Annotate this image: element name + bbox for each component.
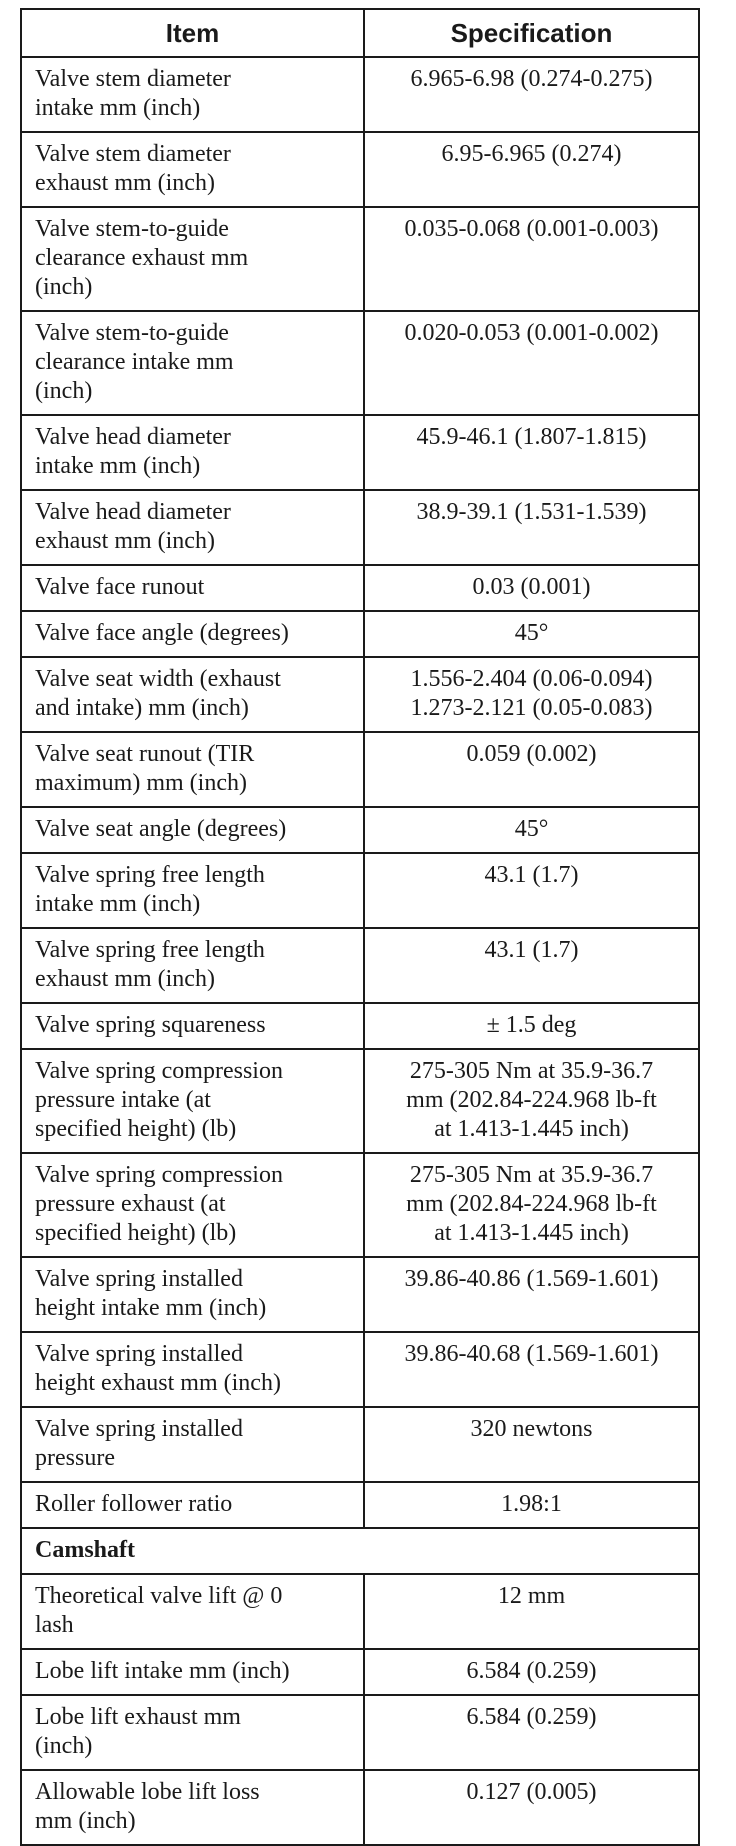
item-cell: [21, 1770, 364, 1845]
specification-text-line: 1.98:1: [501, 1491, 562, 1517]
specification-text-line: 0.03 (0.001): [472, 574, 591, 600]
table-row: [21, 1003, 699, 1049]
item-cell: [21, 928, 364, 1003]
table-row: [21, 311, 699, 415]
table-row: [21, 853, 699, 928]
item-text-line: pressure exhaust (at: [35, 1191, 226, 1217]
table-row: [21, 807, 699, 853]
specification-text-line: 12 mm: [497, 1583, 566, 1609]
table-row: [21, 415, 699, 490]
table-row: [21, 490, 699, 565]
item-cell: [21, 1482, 364, 1528]
item-text-line: Valve seat angle (degrees): [35, 816, 287, 842]
item-text-line: Valve spring installed: [35, 1266, 243, 1292]
item-cell: [21, 565, 364, 611]
specification-cell: [364, 132, 699, 207]
table-row: [21, 1770, 699, 1845]
table-row: [21, 565, 699, 611]
specification-cell: [364, 415, 699, 490]
specification-text-line: mm (202.84-224.968 lb-ft: [406, 1087, 657, 1113]
specification-text-line: 6.584 (0.259): [466, 1704, 597, 1730]
table-row: [21, 928, 699, 1003]
specification-text-line: 275-305 Nm at 35.9-36.7: [409, 1162, 654, 1188]
item-cell: [21, 1003, 364, 1049]
specification-text-line: 320 newtons: [470, 1416, 593, 1442]
item-cell: [21, 490, 364, 565]
specification-cell: [364, 611, 699, 657]
table-row: [21, 207, 699, 311]
item-cell: [21, 1257, 364, 1332]
item-text-line: Valve spring free length: [35, 937, 265, 963]
specification-cell: [364, 657, 699, 732]
item-text-line: intake mm (inch): [35, 891, 201, 917]
item-text-line: pressure intake (at: [35, 1087, 211, 1113]
specification-text-line: 1.273-2.121 (0.05-0.083): [410, 695, 653, 721]
specification-text-line: at 1.413-1.445 inch): [434, 1220, 629, 1246]
item-text-line: Allowable lobe lift loss: [35, 1779, 260, 1805]
item-text-line: pressure: [35, 1445, 115, 1471]
item-text-line: clearance exhaust mm: [35, 245, 249, 271]
specification-text-line: 45°: [514, 620, 549, 646]
specification-text-line: 6.95-6.965 (0.274): [441, 141, 622, 167]
item-text-line: intake mm (inch): [35, 95, 201, 121]
specification-text-line: 43.1 (1.7): [484, 862, 579, 888]
specification-cell: [364, 311, 699, 415]
specification-cell: [364, 1770, 699, 1845]
specification-cell: [364, 1574, 699, 1649]
item-text-line: (inch): [35, 274, 93, 300]
specification-cell: [364, 57, 699, 132]
item-text-line: height exhaust mm (inch): [35, 1370, 281, 1396]
item-text-line: Valve stem diameter: [35, 141, 231, 167]
specification-cell: [364, 490, 699, 565]
item-text-line: Valve head diameter: [35, 499, 231, 525]
item-text-line: clearance intake mm: [35, 349, 234, 375]
specification-text-line: 1.556-2.404 (0.06-0.094): [410, 666, 653, 692]
specification-cell: [364, 207, 699, 311]
table-row: [21, 1257, 699, 1332]
item-text-line: Valve spring installed: [35, 1341, 243, 1367]
item-text-line: (inch): [35, 378, 93, 404]
column-header-specification: Specification: [364, 9, 699, 57]
table-row: [21, 132, 699, 207]
item-text-line: lash: [35, 1612, 74, 1638]
specification-text-line: 0.059 (0.002): [466, 741, 597, 767]
specification-cell: [364, 732, 699, 807]
item-text-line: Valve stem-to-guide: [35, 216, 229, 242]
item-cell: [21, 732, 364, 807]
item-cell: [21, 1153, 364, 1257]
table-row: [21, 657, 699, 732]
specification-text-line: 0.127 (0.005): [466, 1779, 597, 1805]
item-text-line: Valve head diameter: [35, 424, 231, 450]
specification-cell: [364, 853, 699, 928]
item-cell: [21, 207, 364, 311]
item-cell: [21, 1695, 364, 1770]
table-row: [21, 1574, 699, 1649]
specification-cell: [364, 1257, 699, 1332]
table-body: [21, 57, 699, 1845]
specification-text-line: 39.86-40.68 (1.569-1.601): [404, 1341, 659, 1367]
specification-text-line: 275-305 Nm at 35.9-36.7: [409, 1058, 654, 1084]
item-cell: [21, 132, 364, 207]
specification-text-line: 43.1 (1.7): [484, 937, 579, 963]
specification-text-line: 6.965-6.98 (0.274-0.275): [410, 66, 653, 92]
specification-cell: [364, 807, 699, 853]
table-row: [21, 732, 699, 807]
item-text-line: exhaust mm (inch): [35, 528, 215, 554]
item-text-line: height intake mm (inch): [35, 1295, 267, 1321]
specification-cell: [364, 1003, 699, 1049]
table-row: [21, 57, 699, 132]
table-row: [21, 1332, 699, 1407]
item-text-line: Valve seat width (exhaust: [35, 666, 281, 692]
item-cell: [21, 57, 364, 132]
specification-cell: [364, 1332, 699, 1407]
item-text-line: Lobe lift intake mm (inch): [35, 1658, 290, 1684]
table-row: [21, 1049, 699, 1153]
specification-cell: [364, 1153, 699, 1257]
table-row: [21, 1407, 699, 1482]
specification-table: [20, 8, 700, 1846]
item-text-line: Valve face angle (degrees): [35, 620, 289, 646]
item-text-line: and intake) mm (inch): [35, 695, 249, 721]
table-row: [21, 1153, 699, 1257]
item-text-line: Valve stem diameter: [35, 66, 231, 92]
item-cell: [21, 611, 364, 657]
item-cell: [21, 1649, 364, 1695]
table-row: [21, 611, 699, 657]
item-cell: [21, 807, 364, 853]
specification-cell: [364, 928, 699, 1003]
item-text-line: Valve seat runout (TIR: [35, 741, 255, 767]
specification-cell: [364, 1649, 699, 1695]
item-text-line: exhaust mm (inch): [35, 170, 215, 196]
item-cell: [21, 657, 364, 732]
item-cell: [21, 1407, 364, 1482]
item-text-line: Valve spring squareness: [35, 1012, 266, 1038]
item-cell: [21, 1574, 364, 1649]
column-header-item: Item: [21, 9, 364, 57]
item-text-line: mm (inch): [35, 1808, 136, 1834]
item-cell: [21, 311, 364, 415]
item-text-line: Valve spring compression: [35, 1058, 283, 1084]
item-text-line: Valve spring compression: [35, 1162, 283, 1188]
section-row: [21, 1528, 699, 1574]
item-text-line: intake mm (inch): [35, 453, 201, 479]
item-cell: [21, 415, 364, 490]
item-text-line: Roller follower ratio: [35, 1491, 233, 1517]
item-text-line: Valve spring installed: [35, 1416, 243, 1442]
table-row: [21, 1695, 699, 1770]
specification-cell: [364, 1049, 699, 1153]
item-cell: [21, 853, 364, 928]
specification-text-line: 39.86-40.86 (1.569-1.601): [404, 1266, 659, 1292]
item-text-line: Valve face runout: [35, 574, 205, 600]
header-row: [21, 9, 699, 57]
item-text-line: Valve stem-to-guide: [35, 320, 229, 346]
item-cell: [21, 1049, 364, 1153]
specification-text-line: 6.584 (0.259): [466, 1658, 597, 1684]
specification-text-line: mm (202.84-224.968 lb-ft: [406, 1191, 657, 1217]
specification-text-line: 45°: [514, 816, 549, 842]
item-text-line: specified height) (lb): [35, 1116, 237, 1142]
specification-cell: [364, 1695, 699, 1770]
specification-text-line: ± 1.5 deg: [486, 1012, 577, 1038]
section-heading: Camshaft: [21, 1528, 699, 1574]
specification-cell: [364, 1482, 699, 1528]
table-row: [21, 1482, 699, 1528]
item-text-line: specified height) (lb): [35, 1220, 237, 1246]
item-cell: [21, 1332, 364, 1407]
item-text-line: Lobe lift exhaust mm: [35, 1704, 241, 1730]
item-text-line: Theoretical valve lift @ 0: [35, 1583, 283, 1609]
table-row: [21, 1649, 699, 1695]
specification-text-line: 38.9-39.1 (1.531-1.539): [416, 499, 647, 525]
item-text-line: (inch): [35, 1733, 93, 1759]
specification-cell: [364, 565, 699, 611]
item-text-line: exhaust mm (inch): [35, 966, 215, 992]
specification-text-line: 45.9-46.1 (1.807-1.815): [416, 424, 647, 450]
specification-text-line: at 1.413-1.445 inch): [434, 1116, 629, 1142]
table-header: [21, 9, 699, 57]
specification-cell: [364, 1407, 699, 1482]
specification-text-line: 0.020-0.053 (0.001-0.002): [404, 320, 659, 346]
item-text-line: Valve spring free length: [35, 862, 265, 888]
specification-text-line: 0.035-0.068 (0.001-0.003): [404, 216, 659, 242]
item-text-line: maximum) mm (inch): [35, 770, 247, 796]
